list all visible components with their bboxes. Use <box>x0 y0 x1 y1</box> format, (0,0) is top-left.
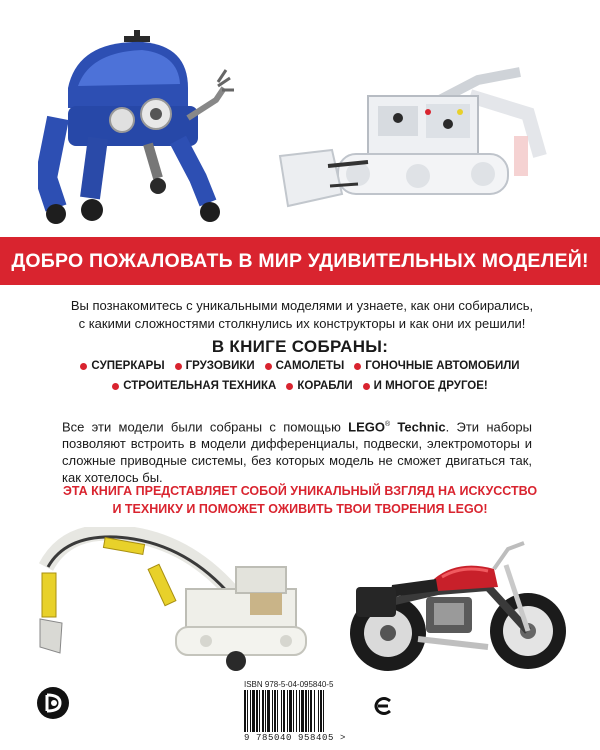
category-label: СУПЕРКАРЫ <box>91 360 165 372</box>
statement-line-2: И ТЕХНИКУ И ПОМОЖЕТ ОЖИВИТЬ ТВОИ ТВОРЕНИЯ LEGO! <box>112 502 488 516</box>
bullet-dot-icon <box>112 383 119 390</box>
intro-text <box>42 297 562 333</box>
category-label: ГРУЗОВИКИ <box>185 360 255 372</box>
category-label: САМОЛЕТЫ <box>275 360 345 372</box>
registered-mark: ® <box>384 421 391 428</box>
category-item <box>80 360 164 372</box>
category-item <box>363 380 488 392</box>
category-label: ГОНОЧНЫЕ АВТОМОБИЛИ <box>365 360 520 372</box>
lego-brand: LEGO <box>348 419 385 435</box>
category-item <box>175 360 255 372</box>
publisher-seal-logo <box>36 686 70 720</box>
category-item <box>354 360 519 372</box>
lego-excavator-photo <box>36 527 316 677</box>
bullet-dot-icon <box>286 383 293 390</box>
isbn-text: ISBN 978-5-04-095840-5 <box>244 680 334 689</box>
collected-title: В КНИГЕ СОБРАНЫ: <box>211 337 389 356</box>
lego-snowcat-photo <box>278 66 550 226</box>
category-item <box>112 380 276 392</box>
category-label: КОРАБЛИ <box>297 380 353 392</box>
category-row-2 <box>0 380 600 392</box>
red-statement <box>0 482 600 518</box>
eksmo-logo <box>374 696 394 716</box>
body-part-1: Все эти модели были собраны с помощью <box>62 419 349 435</box>
barcode-space <box>324 690 326 732</box>
body-part-2: . Эти наборы позволяют встроить в модели дифференциалы, подвески, электромоторы и сложные приводные системы, без которых модель не сможет двигаться так, как хотелось бы. <box>62 419 532 486</box>
isbn-block <box>244 680 364 743</box>
body-paragraph <box>62 416 532 486</box>
technic-brand: Technic <box>390 419 446 435</box>
bullet-dot-icon <box>363 383 370 390</box>
category-label: СТРОИТЕЛЬНАЯ ТЕХНИКА <box>123 380 277 392</box>
intro-line-1: Вы познакомитесь с уникальными моделями и узнаете, как они собирались, <box>70 298 534 313</box>
lego-motorcycle-photo <box>338 535 576 675</box>
lego-spider-robot-photo <box>38 28 238 228</box>
category-item <box>286 380 352 392</box>
banner-headline: ДОБРО ПОЖАЛОВАТЬ В МИР УДИВИТЕЛЬНЫХ МОДЕЛЕЙ! <box>11 249 589 272</box>
barcode <box>244 690 364 732</box>
bullet-dot-icon <box>80 363 87 370</box>
category-label: И МНОГОЕ ДРУГОЕ! <box>373 380 488 392</box>
category-row-1 <box>0 360 600 372</box>
barcode-digits: 9 785040 958405 > <box>244 733 347 743</box>
bullet-dot-icon <box>354 363 361 370</box>
statement-line-1: ЭТА КНИГА ПРЕДСТАВЛЯЕТ СОБОЙ УНИКАЛЬНЫЙ ВЗГЛЯД НА ИСКУССТВО <box>62 484 538 498</box>
category-item <box>265 360 345 372</box>
bullet-dot-icon <box>175 363 182 370</box>
welcome-banner <box>0 237 600 285</box>
intro-line-2: с какими сложностями столкнулись их конструкторы и как они их решили! <box>78 316 526 331</box>
bullet-dot-icon <box>265 363 272 370</box>
